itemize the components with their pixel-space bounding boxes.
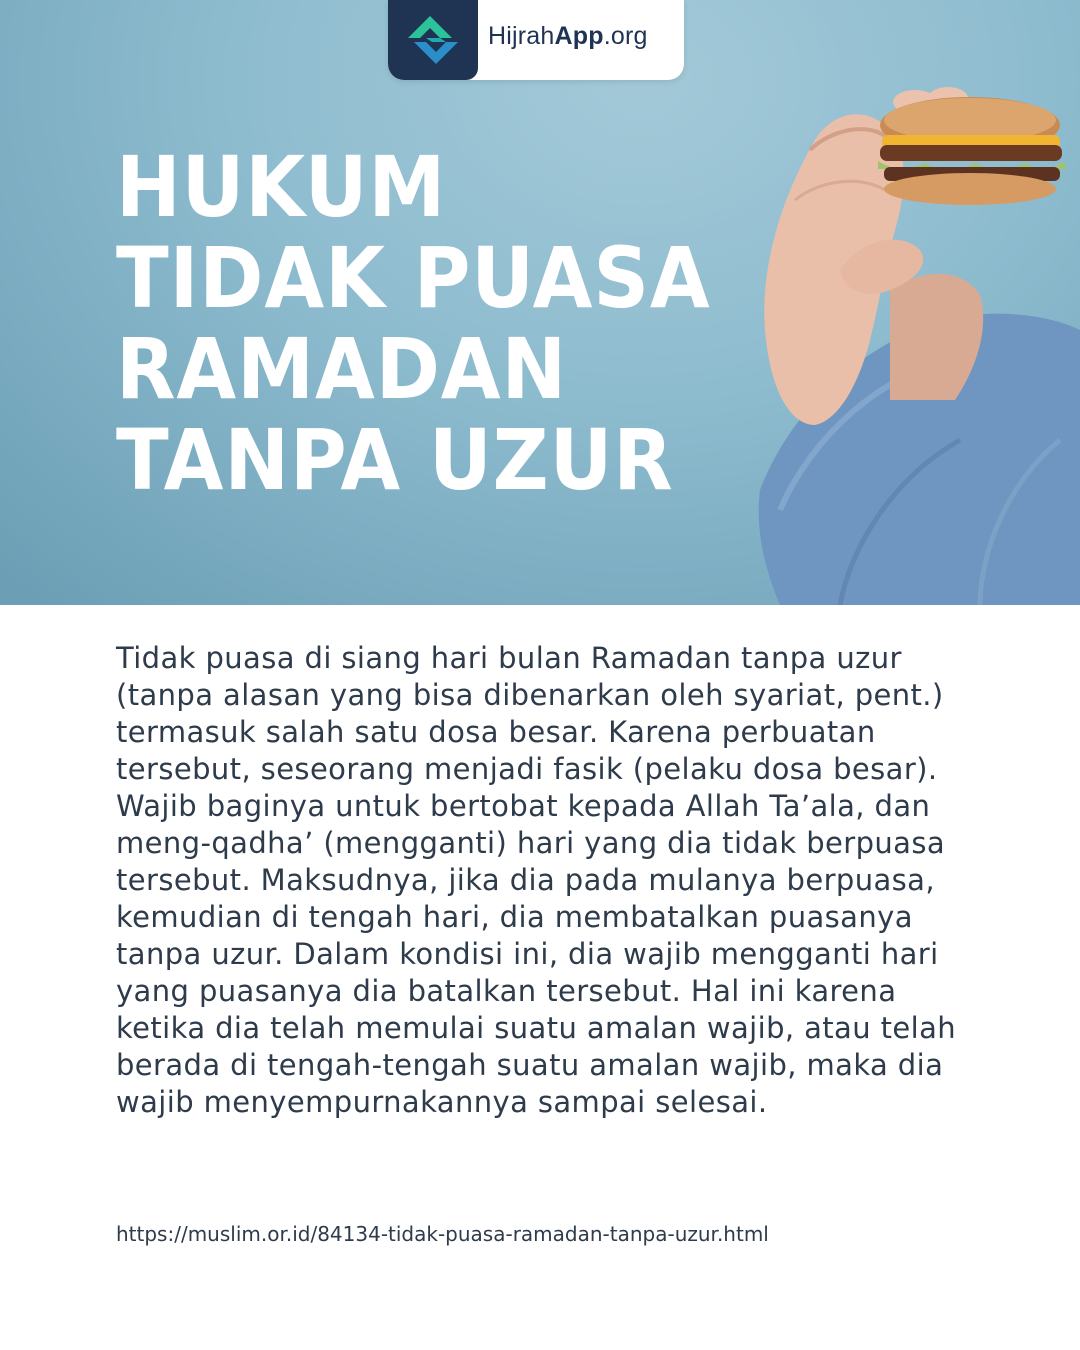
title-line: TIDAK PUASA — [116, 229, 711, 327]
title-line: TANPA UZUR — [116, 411, 674, 509]
brand-domain-suffix: .org — [603, 22, 648, 50]
hero-banner — [0, 0, 1080, 605]
brand-name — [488, 22, 648, 51]
brand-name-regular: Hijrah — [488, 22, 555, 50]
page-title — [116, 138, 711, 509]
title-line: HUKUM — [116, 138, 447, 236]
source-link[interactable]: https://muslim.or.id/84134-tidak-puasa-ramadan-tanpa-uzur.html — [116, 1222, 769, 1246]
brand-logo[interactable] — [388, 0, 684, 80]
title-line: RAMADAN — [116, 320, 568, 418]
hand-holding-burger-image — [720, 80, 1080, 605]
brand-name-bold: App — [554, 22, 604, 50]
article-paragraph: Tidak puasa di siang hari bulan Ramadan tanpa uzur (tanpa alasan yang bisa dibenarkan oleh syariat, pent.) termasuk salah satu dosa besar. Karena perbuatan tersebut, seseorang menjadi fasik (pelaku dosa besar). Wajib baginya untuk bertobat kepada Allah Ta’ala, dan meng-qadha’ (mengganti) hari yang dia tidak berpuasa tersebut. Maksudnya, jika dia pada mulanya berpuasa, kemudian di tengah hari, dia membatalkan puasanya tanpa uzur. Dalam kondisi ini, dia wajib mengganti hari yang puasanya dia batalkan tersebut. Hal ini karena ketika dia telah memulai suatu amalan wajib, atau telah berada di tengah-tengah suatu amalan wajib, maka dia wajib menyempurnakannya sampai selesai. — [116, 641, 957, 1119]
hijrahapp-logo-icon — [388, 0, 478, 80]
